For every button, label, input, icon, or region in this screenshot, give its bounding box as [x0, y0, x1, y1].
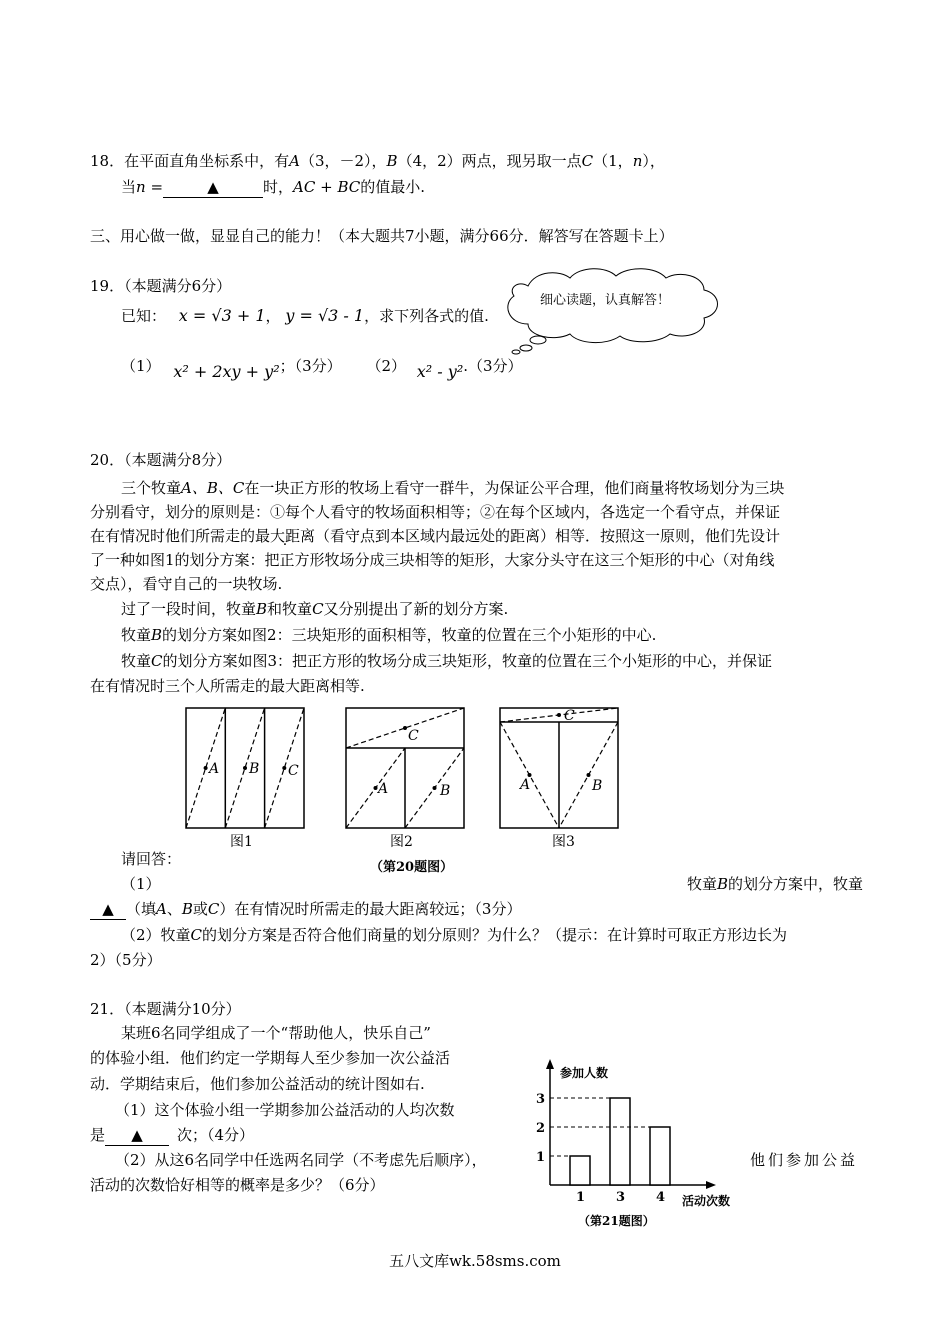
- q20-para-1: 三个牧童A、B、C在一块正方形的牧场上看守一群牛，为保证公平合理，他们商量将牧场划分为三块: [121, 479, 785, 497]
- y-tick-3: 3: [536, 1092, 546, 1107]
- point-c-fig3: [557, 713, 561, 717]
- x-tick-3: 3: [616, 1190, 626, 1205]
- q20-answer-label: 请回答：: [121, 850, 182, 868]
- q18-line2: 当n = ▲ 时，AC + BC的值最小.: [121, 178, 426, 196]
- q20-sub2-line2: 2）（5分）: [90, 951, 162, 969]
- fig1-caption: 图1: [230, 834, 253, 850]
- q19-heading: 19．（本题满分6分）: [90, 277, 232, 295]
- label-a-fig2: A: [378, 781, 389, 797]
- label-b-fig1: B: [249, 761, 260, 777]
- bar-1: [570, 1156, 590, 1185]
- point-a-fig1: [204, 766, 208, 770]
- chart-caption: （第21题图）: [578, 1214, 655, 1228]
- q20-sub2-line1: （2）牧童C的划分方案是否符合他们商量的划分原则？为什么？（提示：在计算时可取正方形边长为: [121, 926, 788, 944]
- q20-para-6: 过了一段时间，牧童B和牧童C又分别提出了新的划分方案.: [121, 600, 509, 618]
- y-expression: y = √3 - 1: [285, 306, 365, 325]
- x-tick-4: 4: [656, 1190, 666, 1205]
- q21-bar-chart: [520, 1055, 750, 1235]
- y-axis-arrow: [546, 1059, 554, 1069]
- q21-para-3: 动．学期结束后，他们参加公益活动的统计图如右.: [90, 1075, 425, 1093]
- x-axis-label: 活动次数: [682, 1194, 731, 1208]
- emphasis-text: 最大距离: [255, 527, 316, 545]
- q21-sub1: （1）这个体验小组一学期参加公益活动的人均次数: [115, 1101, 455, 1119]
- q20-heading: 20．（本题满分8分）: [90, 451, 232, 469]
- q21-sub2-line1a: （2）从这6名同学中任选两名同学（不考虑先后顺序），: [115, 1151, 487, 1169]
- q20-para-5: 交点），看守自己的一块牧场.: [90, 575, 283, 593]
- y-axis-label: 参加人数: [560, 1066, 609, 1080]
- fig2-caption: 图2: [390, 834, 413, 850]
- q20-para-2: 分别看守，划分的原则是：①每个人看守的牧场面积相等；②在每个区域内，各选定一个看守点，并保证: [90, 503, 781, 521]
- q18-line1: 18．在平面直角坐标系中，有A（3，－2），B（4，2）两点，现另取一点C（1，n），: [90, 152, 665, 170]
- point-c-fig2: [403, 726, 407, 730]
- label-b-fig2: B: [440, 783, 451, 799]
- label-c-fig2: C: [408, 728, 419, 744]
- q21-sub1-answer: 是 ▲ 次；（4分）: [90, 1126, 255, 1144]
- q20-sub1-line1: （1） 牧童B的划分方案中，牧童: [121, 875, 863, 893]
- answer-blank: ▲: [163, 177, 263, 198]
- label-a-fig3: A: [520, 777, 531, 793]
- q21-para-2: 的体验小组．他们约定一学期每人至少参加一次公益活: [90, 1049, 451, 1067]
- point-a-fig2: [374, 786, 378, 790]
- point-b-fig3: [587, 773, 591, 777]
- q20-figure-caption: （第20题图）: [370, 860, 454, 875]
- section-heading: 三、用心做一做，显显自己的能力！（本大题共7小题，满分66分．解答写在答题卡上）: [90, 227, 674, 245]
- label-a-fig1: A: [209, 761, 220, 777]
- footer-watermark: 五八文库wk.58sms.com: [389, 1252, 561, 1270]
- answer-blank: ▲: [90, 899, 126, 920]
- label-c-fig1: C: [288, 763, 299, 779]
- fig3-caption: 图3: [552, 834, 575, 850]
- q21-para-1: 某班6名同学组成了一个“帮助他人，快乐自己”: [121, 1024, 431, 1042]
- q21-sub2-line1b: 他们参加公益: [750, 1151, 859, 1169]
- x-expression: x = √3 + 1: [178, 306, 266, 325]
- q21-heading: 21．（本题满分10分）: [90, 1000, 241, 1018]
- q20-para-3: 在有情况时他们所需走的最大距离（看守点到本区域内最远处的距离）相等．按照这一原则，他们先设计: [90, 527, 781, 545]
- expression-1: x² + 2xy + y²: [173, 362, 280, 381]
- expression-2: x² - y²: [416, 362, 464, 381]
- q20-para-4: 了一种如图1的划分方案：把正方形牧场分成三块相等的矩形，大家分头守在这三个矩形的中心（对角线: [90, 551, 775, 569]
- label-b-fig3: B: [592, 778, 603, 794]
- point-b-fig2: [433, 786, 437, 790]
- q19-parts: （1） x² + 2xy + y²；（3分） （2） x² - y².（3分）: [121, 357, 523, 381]
- q20-para-9: 在有情况时三个人所需走的最大距离相等.: [90, 677, 365, 695]
- bar-3: [610, 1098, 630, 1185]
- q20-para-7: 牧童B的划分方案如图2：三块矩形的面积相等，牧童的位置在三个小矩形的中心.: [121, 626, 657, 644]
- y-tick-1: 1: [536, 1150, 546, 1165]
- y-tick-2: 2: [536, 1121, 546, 1136]
- cloud-text: 细心读题，认真解答！: [540, 293, 671, 308]
- point-b-fig1: [243, 766, 247, 770]
- q20-figures: [180, 700, 640, 880]
- x-tick-1: 1: [576, 1190, 586, 1205]
- answer-blank: ▲: [105, 1125, 169, 1146]
- x-axis-arrow: [706, 1181, 716, 1189]
- q21-sub2-line2: 活动的次数恰好相等的概率是多少？（6分）: [90, 1176, 385, 1194]
- q19-given: 已知： x = √3 + 1， y = √3 - 1，求下列各式的值.: [121, 306, 489, 325]
- label-c-fig3: C: [564, 708, 575, 724]
- bar-4: [650, 1127, 670, 1185]
- point-c-fig1: [282, 766, 286, 770]
- q20-sub1-line2: ▲ （填A、B或C）在有情况时所需走的最大距离较远；（3分）: [90, 899, 521, 920]
- q20-para-8: 牧童C的划分方案如图3：把正方形的牧场分成三块矩形，牧童的位置在三个小矩形的中心，并保证: [121, 652, 773, 670]
